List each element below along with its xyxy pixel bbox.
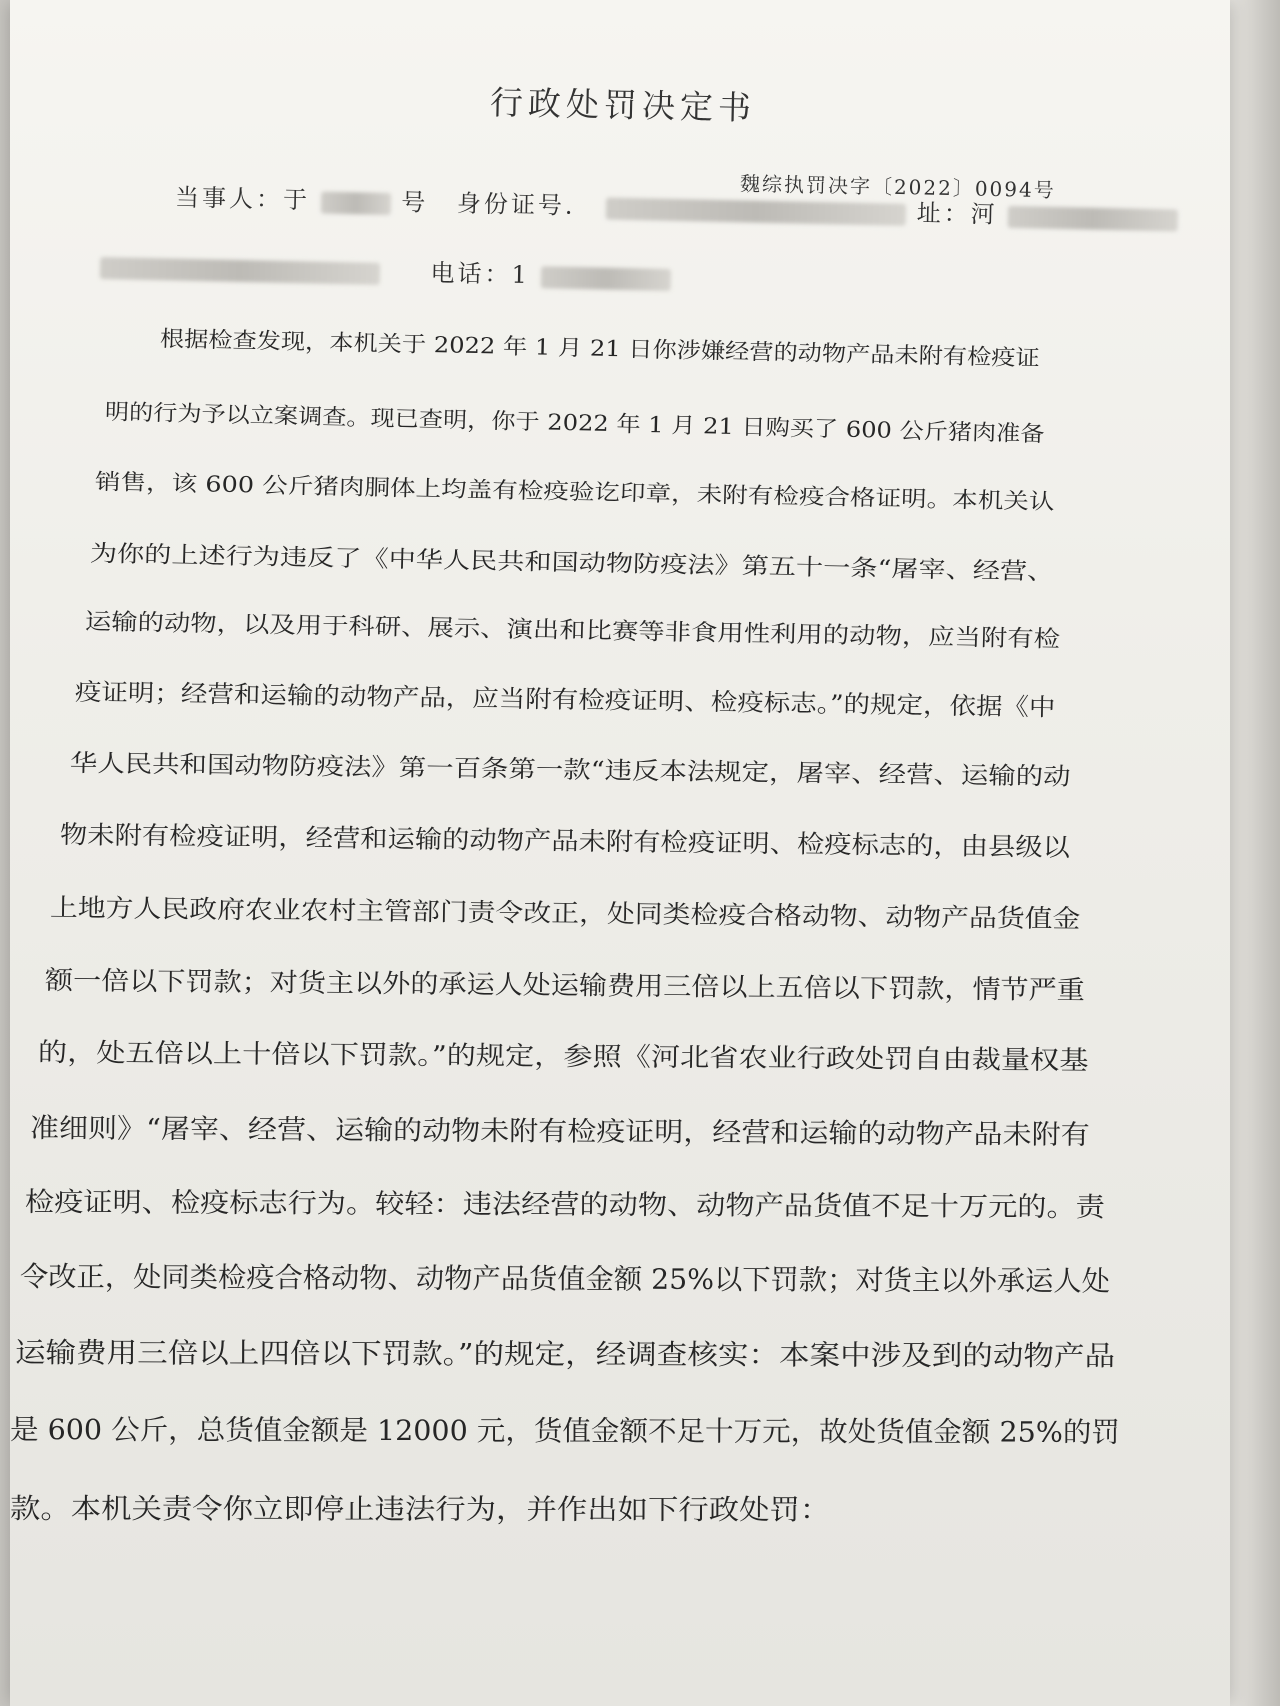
document-number: 魏综执罚决字〔2022〕0094号 <box>739 171 1056 203</box>
body-line: 物未附有检疫证明，经营和运输的动物产品未附有检疫证明、检疫标志的，由县级以 <box>59 820 1071 862</box>
body-line: 准细则》“屠宰、经营、运输的动物未附有检疫证明，经营和运输的动物产品未附有 <box>29 1113 1090 1151</box>
party-label: 当事人：于 <box>174 183 311 215</box>
body-line: 运输的动物，以及用于科研、展示、演出和比赛等非食用性利用的动物，应当附有检 <box>84 609 1061 653</box>
body-line: 运输费用三倍以上四倍以下罚款。”的规定，经调查核实：本案中涉及到的动物产品 <box>14 1336 1116 1373</box>
body-line: 明的行为予以立案调查。现已查明，你于 2022 年 1 月 21 日购买了 600 公斤猪肉准备 <box>104 400 1045 448</box>
body-line: 检疫证明、检疫标志行为。较轻：违法经营的动物、动物产品货值不足十万元的。责 <box>24 1187 1105 1224</box>
body-line: 疫证明；经营和运输的动物产品，应当附有检疫证明、检疫标志。”的规定，依据《中 <box>74 678 1056 722</box>
party-suffix: 号 <box>400 188 429 217</box>
body-line: 华人民共和国动物防疫法》第一百条第一款“违反本法规定，屠宰、经营、运输的动 <box>69 749 1071 791</box>
body-line: 的，处五倍以上十倍以下罚款。”的规定，参照《河北省农业行政处罚自由裁量权基 <box>37 1038 1089 1077</box>
redacted-address <box>1008 205 1178 231</box>
phone-label: 电话：1 <box>430 258 531 290</box>
redacted-phone <box>540 266 670 291</box>
body-line: 款。本机关责令你立即停止违法行为，并作出如下行政处罚： <box>9 1492 831 1527</box>
body-line: 额一倍以下罚款；对货主以外的承运人处运输费用三倍以上五倍以下罚款，情节严重 <box>44 966 1086 1007</box>
body-line: 上地方人民政府农业农村主管部门责令改正，处同类检疫合格动物、动物产品货值金 <box>49 893 1081 934</box>
body-line: 销售，该 600 公斤猪肉胴体上均盖有检疫验讫印章，未附有检疫合格证明。本机关认 <box>94 470 1055 516</box>
redacted-name <box>320 191 390 214</box>
id-label: 身份证号. <box>456 189 576 220</box>
document-title: 行政处罚决定书 <box>489 82 757 128</box>
document-page <box>10 0 1230 1706</box>
party-line-2 <box>100 246 671 293</box>
redacted-address-cont <box>100 257 380 285</box>
redacted-id <box>606 197 906 225</box>
body-line: 令改正，处同类检疫合格动物、动物产品货值金额 25%以下罚款；对货主以外承运人处 <box>19 1260 1110 1298</box>
body-line: 为你的上述行为违反了《中华人民共和国动物防疫法》第五十一条“屠宰、经营、 <box>89 541 1055 586</box>
body-line: 是 600 公斤，总货值金额是 12000 元，货值金额不足十万元，故处货值金额 25%的罚 <box>9 1413 1120 1449</box>
body-line: 根据检查发现，本机关于 2022 年 1 月 21 日你涉嫌经营的动物产品未附有检疫证 <box>159 327 1040 372</box>
address-label: 址：河 <box>916 199 999 229</box>
background-right <box>1230 0 1280 1706</box>
